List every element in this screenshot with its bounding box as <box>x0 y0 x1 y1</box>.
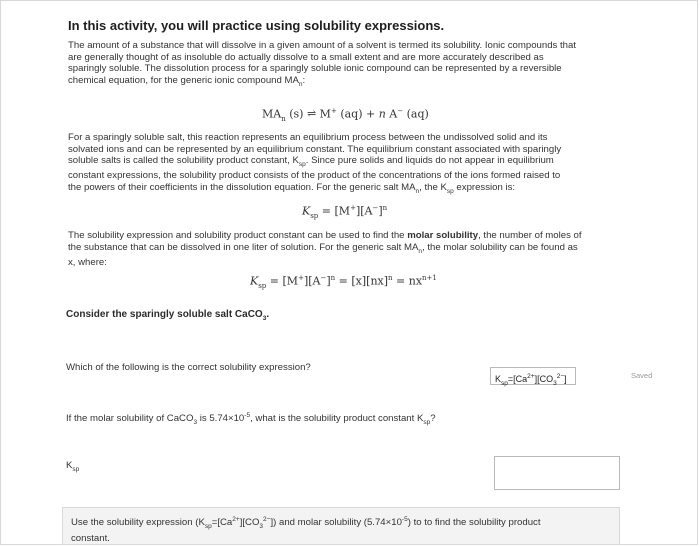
question-ksp-value: If the molar solubility of CaCO$_3$ is $5.74\times 10^{-5}$, what is the solubility product constant $K_{sp}$? <box>66 412 436 427</box>
activity-heading: In this activity, you will practice using solubility expressions. <box>68 18 445 33</box>
hint-box: Use the solubility expression $(K_{sp}=[Ca^{2+}][CO_3^{2-}])$ and molar solubility $(5.74\times 10^{-5})$ to to find the solubility product constant. <box>62 507 620 545</box>
solubility-expression-answer[interactable]: $K_{sp}=[Ca^{2+}][CO_3^{2-}]$ <box>490 367 576 385</box>
intro-paragraph <box>68 40 576 90</box>
intro-line: are generally thought of as insoluble do actually dissolve to a small extent and are more accurately described as <box>68 51 544 63</box>
equilibrium-arrow-icon: ⇌ <box>306 106 317 120</box>
consider-salt-prompt: Consider the sparingly soluble salt CaCO$_3$. <box>66 309 270 322</box>
ksp-general-equation: $K_{sp} = [M^+][A^-]^n$ <box>302 204 388 220</box>
ksp-paragraph: For a sparingly soluble salt, this reaction represents an equilibrium process between the undissolved solid and its solvated ions and can be represented by an equilibrium constant. The equilibrium constant associated with sparingly soluble salts is called the solubility product constant, $K_{sp}$. Since pure solids and liquids do not appear in equilibrium constant expressions, the solubility product consists of the product of the concentrations of the ions formed raised to the powers of their coefficients in the dissolution equation. For the generic salt $MA_n$, the $K_{sp}$ expression is: <box>68 132 562 195</box>
saved-status: Saved <box>631 371 653 380</box>
molar-solubility-equation: $K_{sp} = [M^+][A^-]^n = [x][nx]^n = nx^{n+1}$ <box>250 274 437 290</box>
dissolution-equation: $MA_n$ (s) ⇌ M+ (aq) + n A− (aq) <box>262 106 429 123</box>
question-solubility-expression: Which of the following is the correct solubility expression? <box>66 362 311 373</box>
intro-line: The amount of a substance that will dissolve in a given amount of a solvent is termed its solubility. Ionic compounds that <box>68 40 577 51</box>
molar-solubility-paragraph: The solubility expression and solubility product constant can be used to find the molar solubility, the number of moles of the substance that can be dissolved in one liter of solution. For the generic salt $MA_n$, the molar solubility can be found as x, where: <box>68 230 582 268</box>
ksp-answer-input[interactable] <box>494 456 620 490</box>
intro-line: sparingly soluble. The dissolution process for a sparingly soluble ionic compound can be represented by a reversible <box>68 63 562 74</box>
intro-line: chemical equation, for the generic ionic compound $MA_n$: <box>68 74 306 88</box>
ksp-input-label: $K_{sp}$ <box>66 460 80 473</box>
